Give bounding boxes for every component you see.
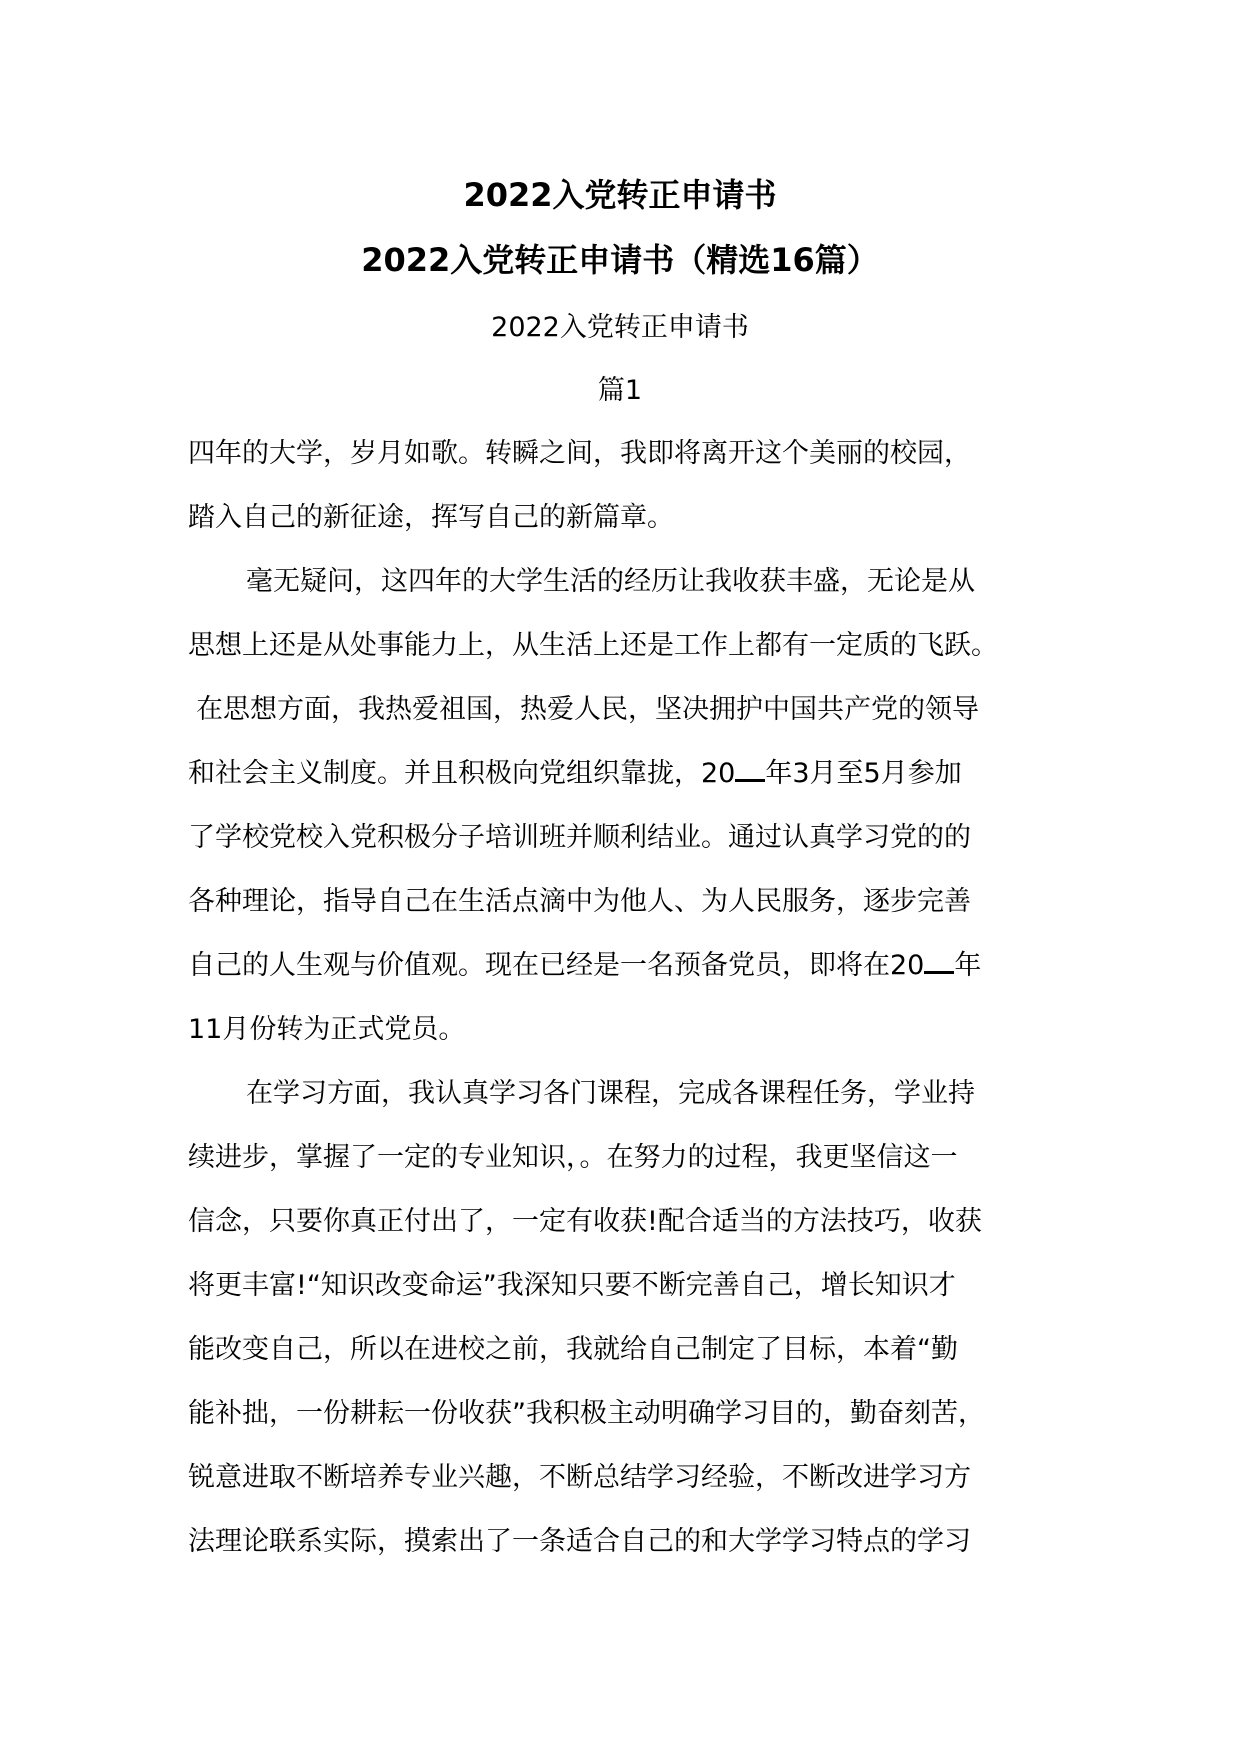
paragraph-line: 续进步，掌握了一定的专业知识，。在努力的过程，我更坚信这一: [188, 1142, 958, 1173]
paragraph-line: 能补拙，一份耕耘一份收获”我积极主动明确学习目的，勤奋刻苦，: [188, 1398, 985, 1429]
part-label: 篇1: [597, 375, 643, 406]
year-prefix: 20: [890, 950, 925, 981]
document-subtitle: 2022入党转正申请书（精选16篇）: [361, 241, 879, 279]
section-heading: 2022入党转正申请书: [491, 312, 749, 343]
paragraph-line: 思想上还是从处事能力上，从生活上还是工作上都有一定质的飞跃。: [188, 630, 998, 661]
paragraph-line: 了学校党校入党积极分子培训班并顺利结业。通过认真学习党的的: [188, 822, 971, 853]
paragraph-line: 在学习方面，我认真学习各门课程，完成各课程任务，学业持: [246, 1078, 975, 1109]
line-text-tail: 年3月至5月参加: [765, 758, 962, 789]
blank-underline: [735, 759, 765, 782]
paragraph-line: 各种理论，指导自己在生活点滴中为他人、为人民服务，逐步完善: [188, 886, 971, 917]
line-text: 和社会主义制度。并且积极向党组织靠拢，: [188, 758, 701, 789]
paragraph-line: 11月份转为正式党员。: [188, 1014, 466, 1045]
paragraph-line: [188, 756, 962, 792]
blank-underline: [924, 951, 954, 974]
paragraph-line: 法理论联系实际，摸索出了一条适合自己的和大学学习特点的学习: [188, 1526, 971, 1557]
year-prefix: 20: [701, 758, 736, 789]
paragraph-line: 信念，只要你真正付出了，一定有收获!配合适当的方法技巧，收获: [188, 1206, 982, 1237]
paragraph-line: 在思想方面，我热爱祖国，热爱人民，坚决拥护中国共产党的领导: [196, 694, 979, 725]
paragraph-line: 四年的大学，岁月如歌。转瞬之间，我即将离开这个美丽的校园，: [188, 438, 971, 469]
paragraph-line: [188, 948, 981, 984]
paragraph-line: 毫无疑问，这四年的大学生活的经历让我收获丰盛，无论是从: [246, 566, 975, 597]
paragraph-line: 将更丰富!“知识改变命运”我深知只要不断完善自己，增长知识才: [188, 1270, 956, 1301]
line-text-tail: 年: [954, 950, 982, 981]
document-title: 2022入党转正申请书: [463, 176, 777, 214]
paragraph-line: 能改变自己，所以在进校之前，我就给自己制定了目标，本着“勤: [188, 1334, 958, 1365]
paragraph-line: 踏入自己的新征途，挥写自己的新篇章。: [188, 502, 674, 533]
paragraph-line: 锐意进取不断培养专业兴趣，不断总结学习经验，不断改进学习方: [188, 1462, 971, 1493]
line-text: 自己的人生观与价值观。现在已经是一名预备党员，即将在: [188, 950, 890, 981]
